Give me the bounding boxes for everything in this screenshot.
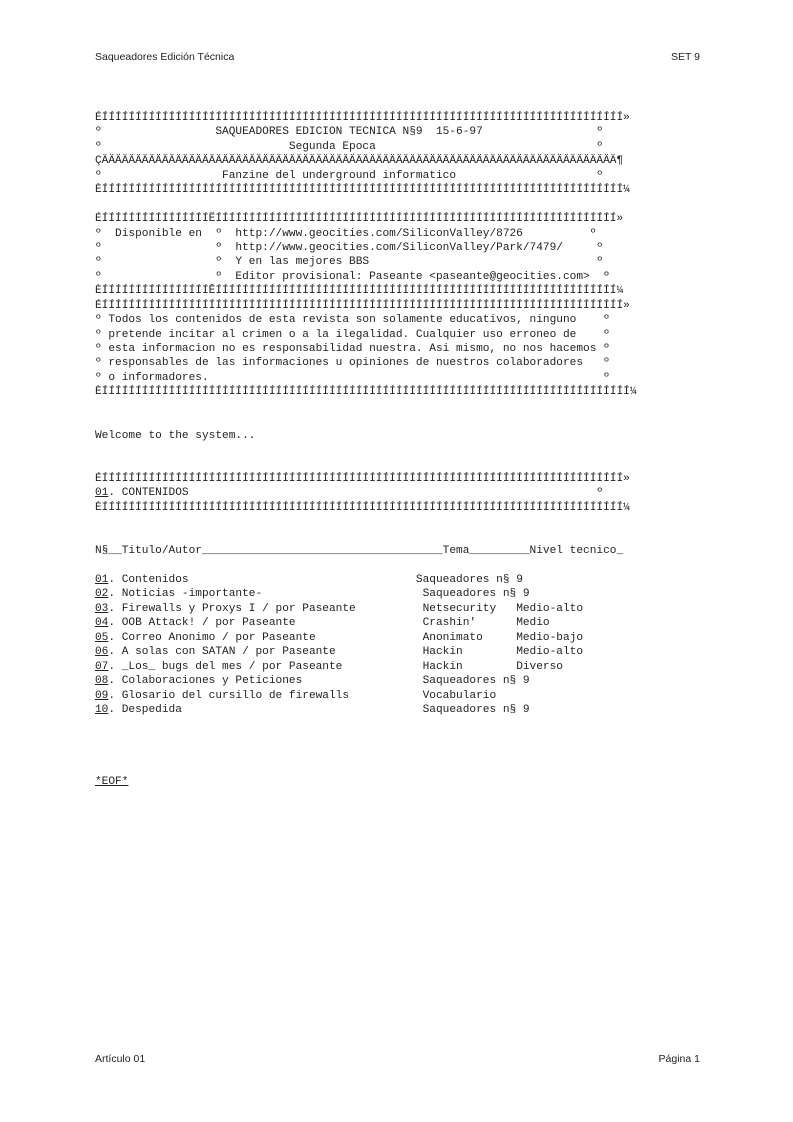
toc-row [95, 703, 700, 717]
toc-link[interactable]: 09 [95, 689, 109, 702]
page-header [95, 51, 700, 63]
header-issue: SET 9 [671, 51, 700, 63]
toc-row [95, 573, 700, 587]
toc-row [95, 674, 700, 688]
page-footer [95, 1053, 700, 1065]
box-line: ÉÍÍÍÍÍÍÍÍÍÍÍÍÍÍÍÍÍÍÍÍÍÍÍÍÍÍÍÍÍÍÍÍÍÍÍÍÍÍÍÍÍÍÍÍÍÍÍÍÍÍÍÍÍÍÍÍÍÍÍÍÍÍÍÍÍÍÍÍÍÍÍÍÍÍÍÍÍÍ» [95, 299, 630, 312]
toc-row [95, 602, 700, 616]
banner-line: ÉÍÍÍÍÍÍÍÍÍÍÍÍÍÍÍÍÍÍÍÍÍÍÍÍÍÍÍÍÍÍÍÍÍÍÍÍÍÍÍÍÍÍÍÍÍÍÍÍÍÍÍÍÍÍÍÍÍÍÍÍÍÍÍÍÍÍÍÍÍÍÍÍÍÍÍÍÍÍ» [95, 112, 630, 124]
box-line: º o informadores. º [95, 371, 610, 384]
section-border-bottom: ÈÍÍÍÍÍÍÍÍÍÍÍÍÍÍÍÍÍÍÍÍÍÍÍÍÍÍÍÍÍÍÍÍÍÍÍÍÍÍÍÍÍÍÍÍÍÍÍÍÍÍÍÍÍÍÍÍÍÍÍÍÍÍÍÍÍÍÍÍÍÍÍÍÍÍÍÍÍÍ¼ [95, 501, 630, 514]
toc-row [95, 587, 700, 601]
availability-disclaimer-box [95, 212, 700, 400]
box-line: ÈÍÍÍÍÍÍÍÍÍÍÍÍÍÍÍÍÍÍÍÍÍÍÍÍÍÍÍÍÍÍÍÍÍÍÍÍÍÍÍÍÍÍÍÍÍÍÍÍÍÍÍÍÍÍÍÍÍÍÍÍÍÍÍÍÍÍÍÍÍÍÍÍÍÍÍÍÍÍÍ¼ [95, 386, 637, 399]
toc-link[interactable]: 01 [95, 574, 109, 586]
box-line: º º http://www.geocities.com/SiliconValley/Park/7479/ º [95, 241, 604, 254]
toc-link[interactable]: 02 [95, 588, 109, 601]
toc-row [95, 689, 700, 703]
banner-line: ÈÍÍÍÍÍÍÍÍÍÍÍÍÍÍÍÍÍÍÍÍÍÍÍÍÍÍÍÍÍÍÍÍÍÍÍÍÍÍÍÍÍÍÍÍÍÍÍÍÍÍÍÍÍÍÍÍÍÍÍÍÍÍÍÍÍÍÍÍÍÍÍÍÍÍÍÍÍÍ¼ [95, 184, 630, 197]
banner-line: ÇÄÄÄÄÄÄÄÄÄÄÄÄÄÄÄÄÄÄÄÄÄÄÄÄÄÄÄÄÄÄÄÄÄÄÄÄÄÄÄÄÄÄÄÄÄÄÄÄÄÄÄÄÄÄÄÄÄÄÄÄÄÄÄÄÄÄÄÄÄÄÄÄÄÄÄÄÄ¶ [95, 155, 624, 168]
toc-entry: . Despedida Saqueadores n§ 9 [108, 703, 530, 716]
toc-entry: . Firewalls y Proxys I / por Paseante Netsecurity Medio-alto [108, 602, 584, 615]
box-line: º pretende incitar al crimen o a la ilegalidad. Cualquier uso erroneo de º [95, 328, 610, 341]
toc-entry: . Contenidos Saqueadores n§ 9 [108, 574, 523, 586]
masthead-banner [95, 111, 700, 198]
toc-entry: . Colaboraciones y Peticiones Saqueadores n§ 9 [108, 675, 530, 688]
toc-link[interactable]: 10 [95, 703, 109, 716]
toc-link[interactable]: 04 [95, 617, 109, 630]
toc-link[interactable]: 06 [95, 646, 109, 659]
table-of-contents [95, 573, 700, 717]
footer-article: Artículo 01 [95, 1053, 146, 1065]
box-line: º º Y en las mejores BBS º [95, 256, 604, 269]
box-line: º º Editor provisional: Paseante <paseante@geocities.com> º [95, 270, 610, 283]
section-title-text: . CONTENIDOS º [108, 487, 604, 500]
toc-entry: . Correo Anonimo / por Paseante Anonimato Medio-bajo [108, 631, 584, 644]
toc-link[interactable]: 07 [95, 660, 109, 673]
header-title: Saqueadores Edición Técnica [95, 51, 235, 63]
toc-row [95, 631, 700, 645]
banner-line: º SAQUEADORES EDICION TECNICA N§9 15-6-97 º [95, 126, 604, 139]
banner-line: º Segunda Epoca º [95, 140, 604, 153]
eof-marker [95, 775, 700, 789]
box-line: ÉÍÍÍÍÍÍÍÍÍÍÍÍÍÍÍÍËÍÍÍÍÍÍÍÍÍÍÍÍÍÍÍÍÍÍÍÍÍÍÍÍÍÍÍÍÍÍÍÍÍÍÍÍÍÍÍÍÍÍÍÍÍÍÍÍÍÍÍÍÍÍÍÍÍÍÍÍ» [95, 213, 624, 226]
section-title [95, 486, 700, 500]
toc-link[interactable]: 03 [95, 602, 109, 615]
section-header [95, 472, 700, 515]
toc-entry: . _Los_ bugs del mes / por Paseante Hackin Diverso [108, 660, 563, 673]
toc-entry: . Noticias -importante- Saqueadores n§ 9 [108, 588, 530, 601]
box-line: º esta informacion no es responsabilidad nuestra. Asi mismo, no nos hacemos º [95, 343, 610, 355]
toc-entry: . A solas con SATAN / por Paseante Hackin Medio-alto [108, 646, 584, 659]
box-line: º Todos los contenidos de esta revista son solamente educativos, ninguno º [95, 314, 610, 327]
toc-row [95, 616, 700, 630]
section-border-top: ÉÍÍÍÍÍÍÍÍÍÍÍÍÍÍÍÍÍÍÍÍÍÍÍÍÍÍÍÍÍÍÍÍÍÍÍÍÍÍÍÍÍÍÍÍÍÍÍÍÍÍÍÍÍÍÍÍÍÍÍÍÍÍÍÍÍÍÍÍÍÍÍÍÍÍÍÍÍÍ» [95, 472, 630, 485]
article-body [95, 111, 700, 790]
box-line: ÈÍÍÍÍÍÍÍÍÍÍÍÍÍÍÍÍÊÍÍÍÍÍÍÍÍÍÍÍÍÍÍÍÍÍÍÍÍÍÍÍÍÍÍÍÍÍÍÍÍÍÍÍÍÍÍÍÍÍÍÍÍÍÍÍÍÍÍÍÍÍÍÍÍÍÍÍÍ¼ [95, 285, 624, 298]
toc-link[interactable]: 05 [95, 631, 109, 644]
box-line: º responsables de las informaciones u opiniones de nuestros colaboradores º [95, 357, 610, 370]
eof-link[interactable]: *EOF* [95, 776, 129, 789]
banner-line: º Fanzine del underground informatico º [95, 169, 604, 182]
toc-entry: . OOB Attack! / por Paseante Crashin' Medio [108, 617, 550, 630]
section-number-link[interactable]: 01 [95, 487, 109, 500]
toc-row [95, 645, 700, 659]
toc-row [95, 660, 700, 674]
toc-header: N§__Titulo/Autor____________________________________Tema_________Nivel tecnico_ [95, 545, 624, 558]
footer-page-number: Página 1 [658, 1053, 700, 1065]
toc-entry: . Glosario del cursillo de firewalls Vocabulario [108, 689, 497, 702]
welcome-text: Welcome to the system... [95, 429, 256, 442]
box-line: º Disponible en º http://www.geocities.com/SiliconValley/8726 º [95, 227, 597, 240]
toc-link[interactable]: 08 [95, 675, 109, 688]
